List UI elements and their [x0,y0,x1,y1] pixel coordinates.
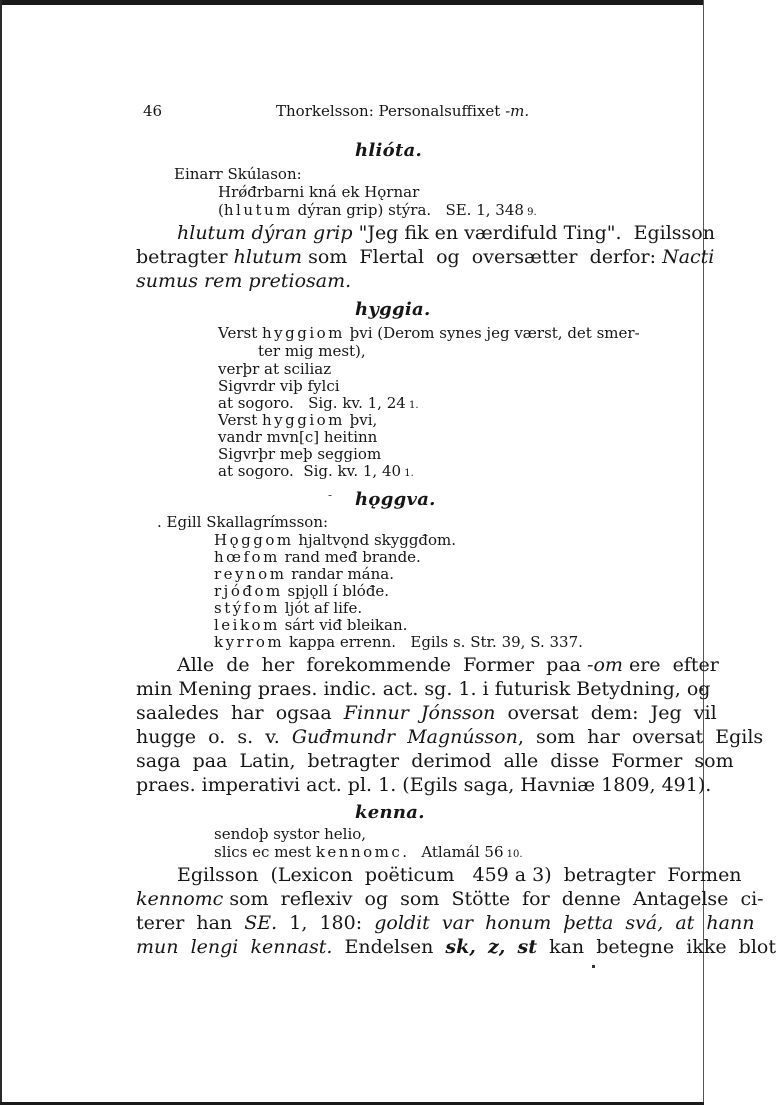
verse-line: verþr at sciliaz [218,360,332,378]
prose-line: kennomc som reflexiv og som Stötte for denne Antagelse ci- [136,888,764,910]
prose-line: hugge o. s. v. Guđmundr Magnússon, som har oversat Egils [136,726,764,748]
heading-hoggva: hǫggva. [355,489,436,510]
heading-hliota: hlióta. [355,140,423,161]
verse-line: at sogoro. Sig. kv. 1, 24 1. [218,394,419,412]
verse-line: hœfom rand međ brande. [214,548,421,566]
stray-mark: - [328,488,333,502]
verse-line: at sogoro. Sig. kv. 1, 40 1. [218,462,414,480]
verse-line: stýfom ljót af life. [214,599,363,617]
stray-dot [592,965,595,968]
verse-line: reynom randar mána. [214,565,395,583]
prose-line: saga paa Latin, betragter derimod alle disse Former som [136,750,734,772]
verse-line: kyrrom kappa errenn. Egils s. Str. 39, S. 337. [214,633,583,651]
prose-line: mun lengi kennast. Endelsen sk, z, st kan betegne ikke blot [136,936,776,958]
verse-line: Verst hyggiom þvi, [218,411,378,429]
left-border [0,0,2,1105]
prose-line: Egilsson (Lexicon poëticum 459 a 3) betragter Formen [177,864,742,886]
prose-line: betragter hlutum som Flertal og oversætter derfor: Nacti [136,246,715,268]
verse-line: Verst hyggiom þvi (Derom synes jeg værst, det smer- [218,324,640,342]
verse-line: Sigvrþr meþ seggiom [218,445,382,463]
verse-line: sendoþ systor helio, [214,825,367,843]
prose-line: Alle de her forekommende Former paa -om ere efter [177,654,719,676]
verse-line: (hlutum dýran grip) stýra. SE. 1, 348 9. [218,201,537,219]
verse-line: Sigvrdr viþ fylci [218,377,340,395]
verse-line: leikom sárt viđ bleikan. [214,616,408,634]
verse-line: slics ec mest kennomc. Atlamál 56 10. [214,843,523,861]
prose-line: saaledes har ogsaa Finnur Jónsson oversat dem: Jeg vil [136,702,717,724]
verse-line: vandr mvn[c] heitinn [218,428,378,446]
prose-line: min Mening praes. indic. act. sg. 1. i futurisk Betydning, og [136,678,711,700]
verse-line: rjóđom spjǫll í blóđe. [214,582,390,600]
verse-line: Hrǿđrbarni kná ek Hǫrnar [218,183,420,201]
poet-einarr: Einarr Skúlason: [174,165,302,183]
heading-kenna: kenna. [355,802,425,823]
verse-line: ter mig mest), [258,342,366,360]
poet-egill: . Egill Skallagrímsson: [157,513,329,531]
verse-line: Hǫggom hjaltvǫnd skyggđom. [214,531,457,549]
prose-line: hlutum dýran grip "Jeg fik en værdifuld Ting". Egilsson [177,222,715,244]
page-number: 46 [143,102,163,120]
prose-line: praes. imperativi act. pl. 1. (Egils saga, Havniæ 1809, 491). [136,774,712,796]
prose-line: terer han SE. 1, 180: goldit var honum þetta svá, at hann [136,912,755,934]
top-border [0,0,704,5]
heading-hyggia: hyggia. [355,299,431,320]
running-title: Thorkelsson: Personalsuffixet -m. [276,102,530,120]
prose-line: sumus rem pretiosam. [136,270,352,292]
